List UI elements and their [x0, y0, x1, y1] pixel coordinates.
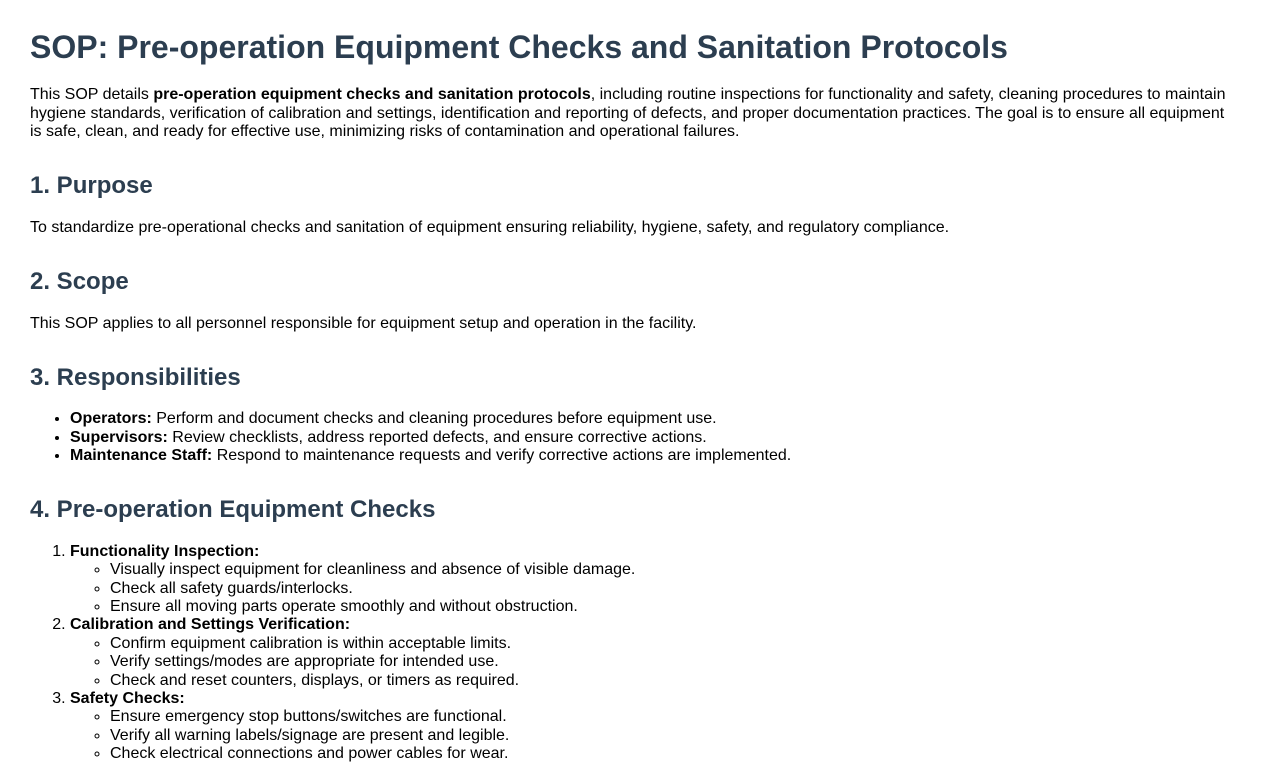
list-item-label: Supervisors: [70, 428, 168, 446]
check-sub-item: ◦ Ensure all moving parts operate smoothly and without obstruction. [110, 598, 1227, 616]
list-item-operators [70, 410, 1227, 428]
list-item-label: Operators: [70, 410, 152, 428]
section-purpose [30, 173, 1227, 237]
section-scope-heading: 2. Scope [30, 268, 129, 296]
check-sub-list [70, 635, 1227, 690]
check-sub-item: ◦ Check all safety guards/interlocks. [110, 580, 1227, 598]
section-pre-operation-equipment-checks [30, 497, 1227, 763]
intro-text-suffix: , including routine inspections for functionality and safety, cleaning procedures to maintain hygiene standards, verification of calibration and settings, identification and reporting of defects, and proper documentation practices. The goal is to ensure all equipment is safe, clean, and ready for effective use, minimizing risks of contamination and operational failures. [30, 86, 1226, 140]
check-sub-list [70, 708, 1227, 763]
list-item-text: Review checklists, address reported defects, and ensure corrective actions. [167, 428, 707, 446]
list-item-text: Respond to maintenance requests and verify corrective actions are implemented. [212, 447, 792, 465]
section-checks-heading: 4. Pre-operation Equipment Checks [30, 496, 436, 524]
intro-paragraph [30, 86, 1227, 141]
list-item-maintenance-staff [70, 447, 1227, 465]
check-sub-list [70, 561, 1227, 616]
check-sub-item: ◦ Check electrical connections and power cables for wear. [110, 745, 1227, 763]
check-sub-item: ◦ Verify all warning labels/signage are present and legible. [110, 727, 1227, 745]
page-title: SOP: Pre-operation Equipment Checks and Sanitation Protocols [30, 29, 1008, 65]
section-responsibilities [30, 365, 1227, 466]
check-sub-item: ◦ Ensure emergency stop buttons/switches are functional. [110, 708, 1227, 726]
check-item-label: Safety Checks: [70, 690, 185, 707]
list-item-supervisors [70, 429, 1227, 447]
section-purpose-paragraph: To standardize pre-operational checks and sanitation of equipment ensuring reliability, hygiene, safety, and regulatory compliance. [30, 218, 950, 236]
check-item-safety-checks [70, 690, 1227, 763]
check-item-functionality-inspection [70, 543, 1227, 617]
checks-list [30, 543, 1227, 763]
intro-text-bold: pre-operation equipment checks and sanitation protocols [153, 86, 591, 104]
check-sub-item: ◦ Confirm equipment calibration is within acceptable limits. [110, 635, 1227, 653]
section-scope-paragraph: This SOP applies to all personnel responsible for equipment setup and operation in the facility. [30, 314, 697, 332]
section-purpose-heading: 1. Purpose [30, 172, 153, 200]
section-responsibilities-heading: 3. Responsibilities [30, 363, 241, 391]
check-item-label: Calibration and Settings Verification: [70, 616, 351, 634]
check-item-label: Functionality Inspection: [70, 542, 260, 560]
list-item-label: Maintenance Staff: [70, 447, 213, 465]
check-sub-item: ◦ Check and reset counters, displays, or timers as required. [110, 672, 1227, 690]
intro-text-prefix: This SOP details [30, 86, 154, 104]
section-scope [30, 269, 1227, 333]
check-sub-item: ◦ Verify settings/modes are appropriate for intended use. [110, 653, 1227, 671]
list-item-text: Perform and document checks and cleaning procedures before equipment use. [151, 410, 717, 428]
responsibilities-list [30, 410, 1227, 465]
check-item-calibration-settings [70, 616, 1227, 690]
check-sub-item: ◦ Visually inspect equipment for cleanliness and absence of visible damage. [110, 561, 1227, 579]
